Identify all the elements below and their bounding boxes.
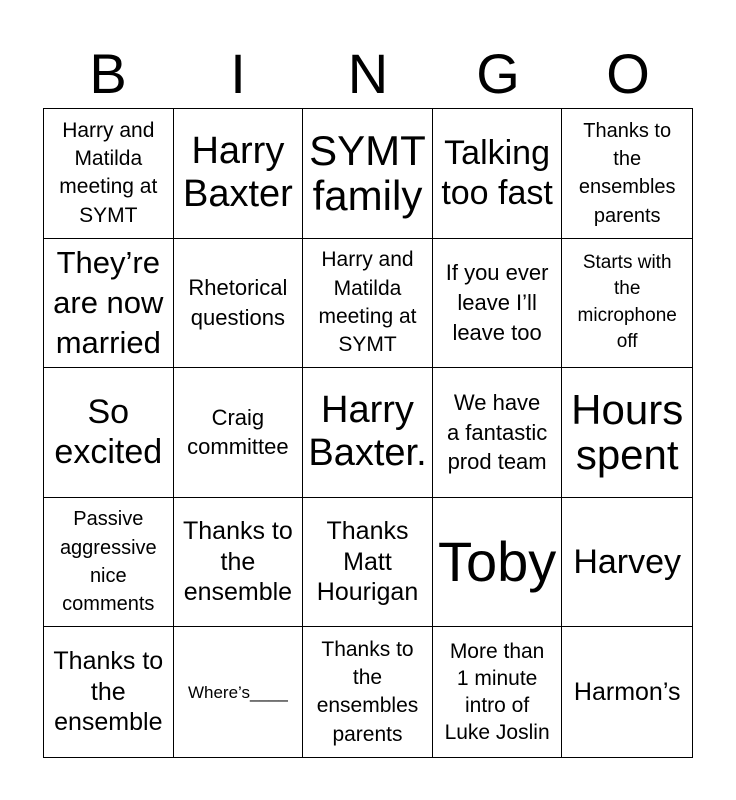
bingo-cell[interactable]: Where’s____ — [174, 627, 304, 757]
bingo-cell[interactable]: Harry Baxter. — [303, 368, 433, 498]
bingo-cell[interactable]: Harry and Matilda meeting at SYMT — [44, 109, 174, 239]
bingo-cell[interactable]: Toby — [433, 498, 563, 628]
bingo-cell[interactable]: Harry Baxter — [174, 109, 304, 239]
bingo-cell[interactable]: Talking too fast — [433, 109, 563, 239]
bingo-cell[interactable]: SYMT family — [303, 109, 433, 239]
bingo-cell[interactable]: Starts with the microphone off — [562, 239, 692, 369]
header-letter-i: I — [230, 42, 246, 105]
bingo-cell[interactable]: Passive aggressive nice comments — [44, 498, 174, 628]
bingo-cell[interactable]: Rhetorical questions — [174, 239, 304, 369]
bingo-cell[interactable]: Thanks to the ensemble — [44, 627, 174, 757]
bingo-board — [43, 108, 693, 758]
bingo-cell[interactable]: Craig committee — [174, 368, 304, 498]
bingo-cell[interactable]: Thanks to the ensemble — [174, 498, 304, 628]
bingo-header — [43, 40, 693, 108]
bingo-cell[interactable]: If you ever leave I’ll leave too — [433, 239, 563, 369]
bingo-cell[interactable]: Harmon’s — [573, 678, 681, 707]
header-letter-o: O — [606, 42, 650, 105]
bingo-cell[interactable]: So excited — [44, 368, 174, 498]
bingo-cell[interactable]: Thanks Matt Hourigan — [303, 498, 433, 628]
header-letter-g: G — [476, 42, 520, 105]
bingo-cell[interactable]: Harvey — [562, 498, 692, 628]
bingo-cell[interactable]: We have a fantastic prod team — [433, 368, 563, 498]
header-letter-b: B — [89, 42, 127, 105]
bingo-cell[interactable]: Hours spent — [562, 368, 692, 498]
bingo-cell[interactable]: Harry and Matilda meeting at SYMT — [303, 239, 433, 369]
bingo-cell[interactable]: Thanks to the ensembles parents — [562, 109, 692, 239]
header-letter-n: N — [347, 42, 389, 105]
bingo-cell[interactable]: Thanks to the ensembles parents — [303, 627, 433, 757]
bingo-cell[interactable]: They’re are now married — [44, 239, 174, 369]
bingo-cell[interactable]: More than 1 minute intro of Luke Joslin — [433, 627, 563, 757]
